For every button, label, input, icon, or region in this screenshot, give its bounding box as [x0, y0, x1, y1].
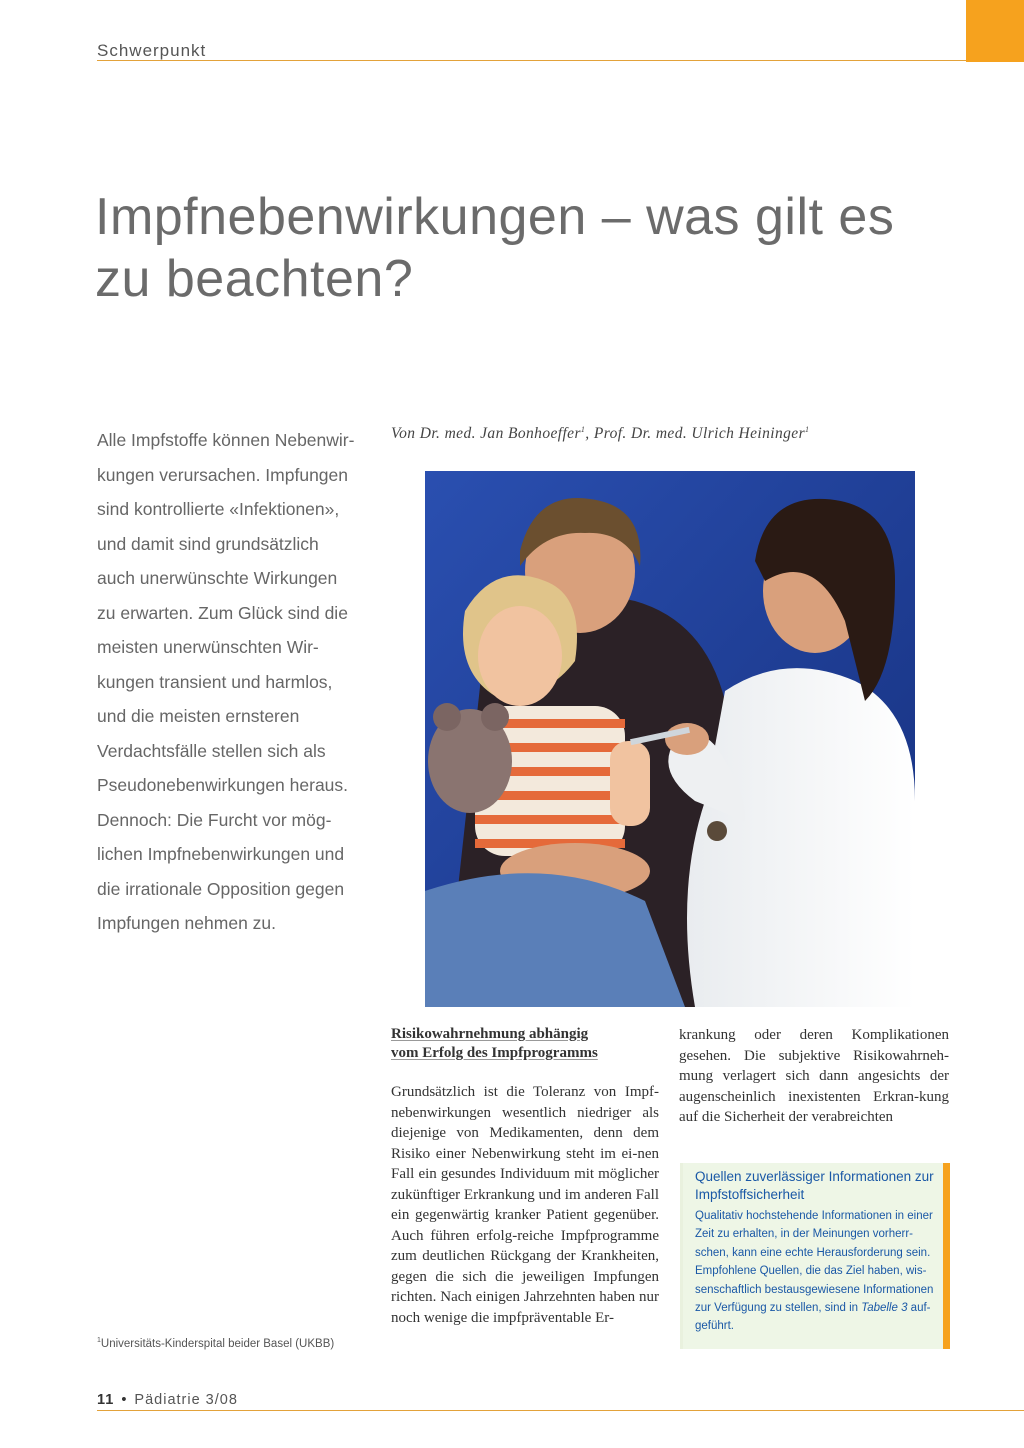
footnote-mark: 1	[97, 1337, 101, 1344]
lead-line: zu erwarten. Zum Glück sind die	[97, 602, 348, 623]
lead-line: Pseudonebenwirkungen heraus.	[97, 775, 349, 795]
lead-line: und damit sind grundsätzlich	[97, 533, 319, 554]
footnote-mark: 1	[805, 425, 810, 434]
info-box-text-end: auf-geführt.	[695, 1302, 931, 1333]
lead-line: Verdachtsfälle stellen sich als	[97, 740, 326, 761]
lead-line: und die meisten ernsteren	[97, 706, 300, 726]
title-line-2: zu beachten?	[95, 250, 414, 308]
subheading-line-1: Risikowahrnehmung abhängig	[391, 1026, 589, 1042]
lead-line: Dennoch: Die Furcht vor mög-	[97, 809, 332, 830]
lead-line: Alle Impfstoffe können Nebenwir-	[97, 430, 355, 450]
orange-corner-tab	[966, 0, 1024, 62]
article-column-2	[391, 1025, 659, 1328]
lead-line: die irrationale Opposition gegen	[97, 878, 345, 899]
vaccination-photo-illustration	[425, 471, 915, 1007]
info-box-title: Quellen zuverlässiger Informationen zur Impfstoffsicherheit	[695, 1169, 934, 1202]
bullet-separator: •	[121, 1392, 128, 1408]
lead-line: kungen transient und harmlos,	[97, 671, 333, 692]
table-reference: Tabelle 3	[861, 1302, 908, 1315]
journal-issue: Pädiatrie 3/08	[134, 1392, 238, 1408]
lead-paragraph	[97, 423, 372, 941]
article-photo	[425, 471, 915, 1007]
info-box-text	[695, 1207, 935, 1336]
authors-prefix: Von Dr. med. Jan Bonhoeffer	[391, 425, 581, 443]
page-number: 11	[97, 1392, 115, 1408]
author-byline	[391, 425, 951, 443]
footnote-text: Universitäts-Kinderspital beider Basel (UKBB)	[100, 1337, 335, 1350]
page-footer	[97, 1392, 238, 1408]
footnote-mark: 1	[580, 425, 586, 434]
footer-rule	[97, 1410, 1024, 1411]
subheading-line-2: vom Erfolg des Impfprogramms	[391, 1045, 598, 1061]
info-box	[680, 1163, 950, 1349]
lead-line: sind kontrollierte «Infektionen»,	[97, 499, 340, 519]
affiliation-footnote	[97, 1337, 334, 1350]
authors-middle: , Prof. Dr. med. Ulrich Heininger	[585, 425, 805, 443]
section-label: Schwerpunkt	[97, 41, 207, 60]
article-title	[95, 186, 965, 310]
body-paragraph: Grundsätzlich ist die Toleranz von Impf-nebenwirkungen wesentlich niedriger als diejenige von Medikamenten, denn dem Risiko einer Nebenwirkung steht im ei-nen Fall ein gesundes Individuum mit möglicher zukünftiger Erkrankung und im anderen Fall ein gegenwärtig kranker Patient gegenüber. Auch führen erfolg-reiche Impfprogramme zum deutlichen Rückgang der Krankheiten, gegen die sich die jeweiligen Impfungen richten. Nach einigen Jahrzehnten haben nur noch wenige die impfpräventable Er-	[391, 1084, 659, 1326]
title-line-1: Impfnebenwirkungen – was gilt es	[95, 188, 895, 246]
article-column-3: krankung oder deren Komplikationen gesehen. Die subjektive Risikowahrneh-mung verlagert sich dann angesichts der augenscheinlich inexistenten Erkran-kung auf die Sicherheit der verabreichten	[679, 1027, 949, 1125]
lead-line: kungen verursachen. Impfungen	[97, 464, 348, 485]
lead-line: auch unerwünschte Wirkungen	[97, 568, 338, 588]
header-rule	[97, 60, 966, 61]
lead-line: meisten unerwünschten Wir-	[97, 637, 319, 657]
subheading	[391, 1025, 659, 1063]
info-box-text-start: Qualitativ hochstehende Informationen in einer Zeit zu erhalten, in der Meinungen vorherr-schen, kann eine echte Herausforderung sein. Empfohlene Quellen, die das Ziel haben, wis-senschaftlich bestausgewiesene Informationen zur Verfügung zu stellen, sind in	[695, 1210, 934, 1315]
lead-line: lichen Impfnebenwirkungen und	[97, 844, 345, 864]
lead-line: Impfungen nehmen zu.	[97, 913, 277, 933]
